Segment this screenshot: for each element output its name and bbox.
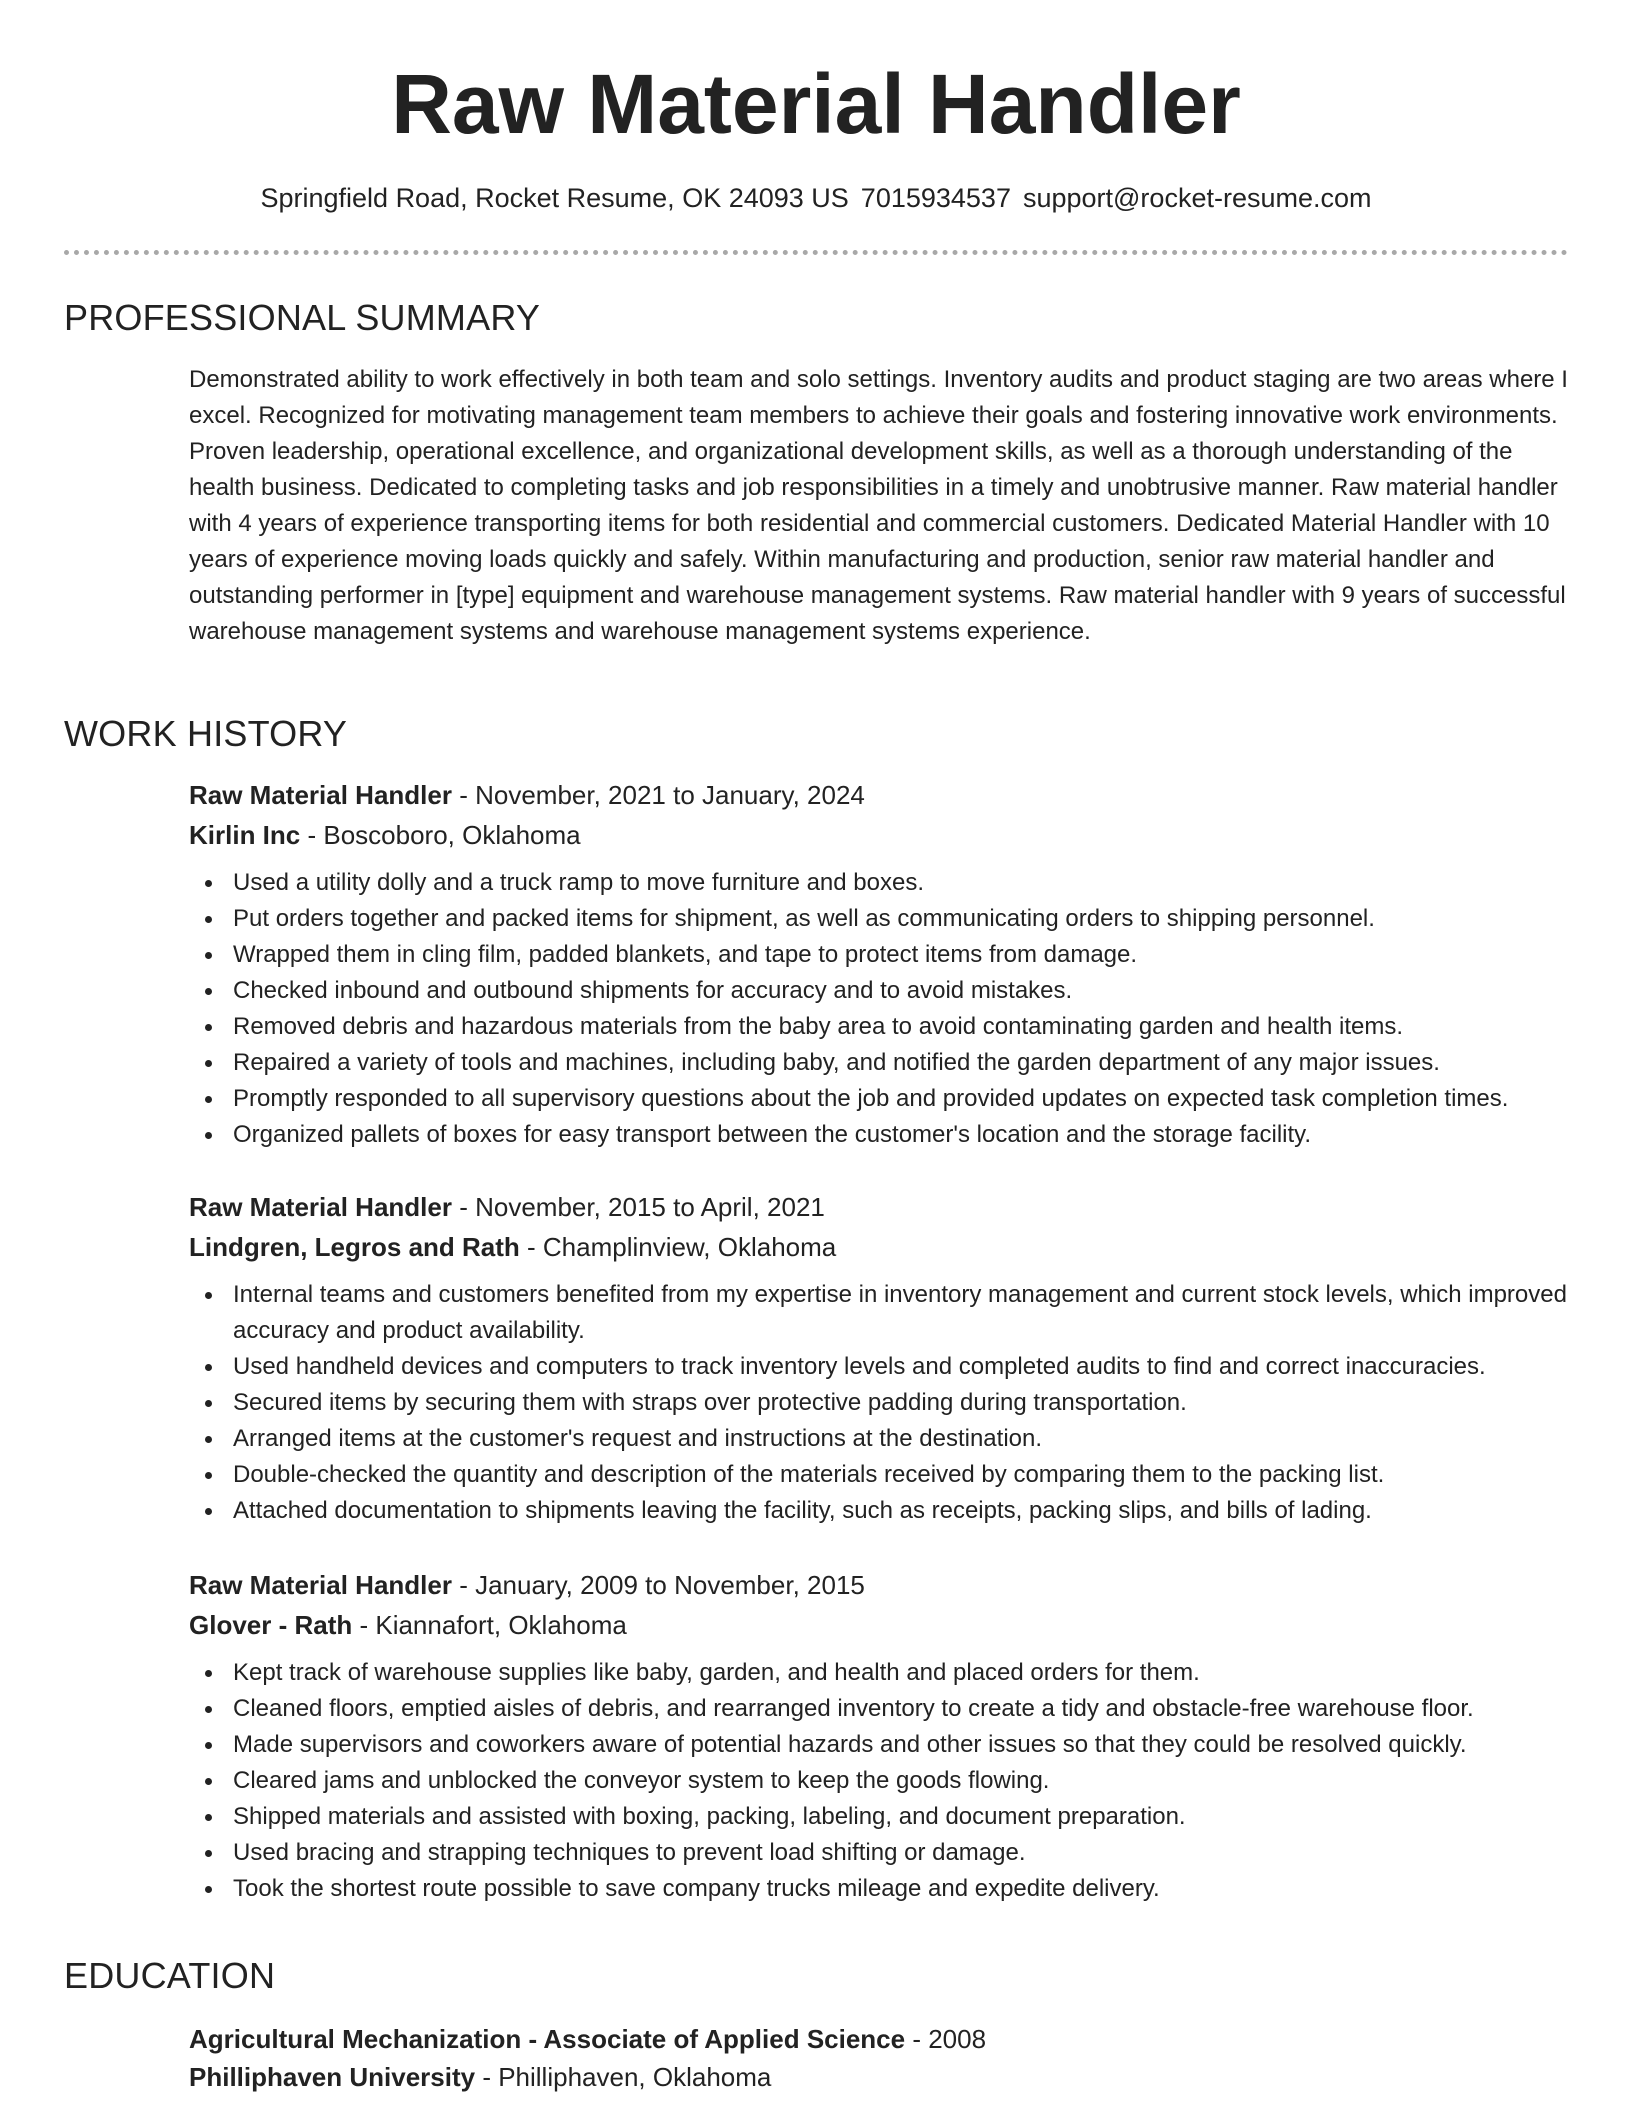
- contact-address: Springfield Road, Rocket Resume, OK 24093 US: [260, 183, 849, 213]
- contact-phone: 7015934537: [860, 183, 1011, 213]
- job-entry: [189, 775, 1579, 1153]
- job-dates: - November, 2015 to April, 2021: [451, 1192, 825, 1222]
- education-school: Philliphaven University: [189, 2062, 476, 2092]
- job-bullet: Shipped materials and assisted with boxing, packing, labeling, and document preparation.: [233, 1799, 1579, 1835]
- job-company-line: [189, 1605, 1579, 1645]
- job-bullets: [189, 865, 1579, 1153]
- job-dates: - November, 2021 to January, 2024: [451, 780, 865, 810]
- job-bullet: Attached documentation to shipments leaving the facility, such as receipts, packing slips, and bills of lading.: [233, 1493, 1579, 1529]
- job-bullet: Secured items by securing them with straps over protective padding during transportation.: [233, 1385, 1579, 1421]
- summary-text: Demonstrated ability to work effectively in both team and solo settings. Inventory audits and product staging are two areas where I excel. Recognized for motivating management team members to achieve their goals and fostering innovative work environments. Proven leadership, operational excellence, and organizational development skills, as well as a thorough understanding of the health business. Dedicated to completing tasks and job responsibilities in a timely and unobtrusive manner. Raw material handler with 4 years of experience transporting items for both residential and commercial customers. Dedicated Material Handler with 10 years of experience moving loads quickly and safely. Within manufacturing and production, senior raw material handler and outstanding performer in [type] equipment and warehouse management systems. Raw material handler with 9 years of successful warehouse management systems and warehouse management systems experience.: [189, 366, 1568, 645]
- job-bullet: Made supervisors and coworkers aware of potential hazards and other issues so that they could be resolved quickly.: [233, 1727, 1579, 1763]
- job-bullets: [189, 1277, 1579, 1529]
- job-bullet: Used bracing and strapping techniques to prevent load shifting or damage.: [233, 1835, 1579, 1871]
- job-entry: [189, 1565, 1579, 1907]
- education-location: - Philliphaven, Oklahoma: [475, 2062, 772, 2092]
- summary-block: [189, 362, 1569, 650]
- job-title-line: [189, 775, 1579, 815]
- resume-header: [0, 52, 1632, 156]
- job-location: - Champlinview, Oklahoma: [519, 1232, 837, 1262]
- job-company-line: [189, 1227, 1579, 1267]
- job-company: Kirlin Inc: [189, 820, 301, 850]
- job-bullet: Arranged items at the customer's request and instructions at the destination.: [233, 1421, 1579, 1457]
- job-dates: - January, 2009 to November, 2015: [451, 1570, 865, 1600]
- candidate-name: Raw Material Handler: [391, 57, 1241, 151]
- job-bullet: Cleaned floors, emptied aisles of debris, and rearranged inventory to create a tidy and obstacle-free warehouse floor.: [233, 1691, 1579, 1727]
- job-bullet: Repaired a variety of tools and machines, including baby, and notified the garden department of any major issues.: [233, 1045, 1579, 1081]
- job-company: Lindgren, Legros and Rath: [189, 1232, 520, 1262]
- header-divider: [64, 250, 1568, 255]
- job-bullet: Wrapped them in cling film, padded blankets, and tape to protect items from damage.: [233, 937, 1579, 973]
- job-bullet: Checked inbound and outbound shipments for accuracy and to avoid mistakes.: [233, 973, 1579, 1009]
- job-title: Raw Material Handler: [189, 1192, 452, 1222]
- education-year: - 2008: [905, 2024, 987, 2054]
- job-bullet: Took the shortest route possible to save company trucks mileage and expedite delivery.: [233, 1871, 1579, 1907]
- job-title: Raw Material Handler: [189, 780, 452, 810]
- section-title-education: EDUCATION: [64, 1955, 276, 1996]
- education-entry: [189, 2020, 1579, 2096]
- section-title-work: WORK HISTORY: [64, 713, 348, 754]
- section-title-summary: PROFESSIONAL SUMMARY: [64, 297, 541, 338]
- job-bullet: Kept track of warehouse supplies like baby, garden, and health and placed orders for them.: [233, 1655, 1579, 1691]
- job-location: - Kiannafort, Oklahoma: [352, 1610, 627, 1640]
- job-bullet: Cleared jams and unblocked the conveyor system to keep the goods flowing.: [233, 1763, 1579, 1799]
- education-degree-line: [189, 2020, 1579, 2058]
- job-bullet: Double-checked the quantity and description of the materials received by comparing them to the packing list.: [233, 1457, 1579, 1493]
- job-title-line: [189, 1187, 1579, 1227]
- job-bullet: Internal teams and customers benefited from my expertise in inventory management and current stock levels, which improved accuracy and product availability.: [233, 1277, 1579, 1349]
- contact-line: [0, 180, 1632, 216]
- job-title-line: [189, 1565, 1579, 1605]
- job-bullet: Put orders together and packed items for shipment, as well as communicating orders to shipping personnel.: [233, 901, 1579, 937]
- job-title: Raw Material Handler: [189, 1570, 452, 1600]
- job-bullet: Used handheld devices and computers to track inventory levels and completed audits to find and correct inaccuracies.: [233, 1349, 1579, 1385]
- education-degree: Agricultural Mechanization - Associate of Applied Science: [189, 2024, 906, 2054]
- job-bullet: Organized pallets of boxes for easy transport between the customer's location and the storage facility.: [233, 1117, 1579, 1153]
- job-bullets: [189, 1655, 1579, 1907]
- job-company-line: [189, 815, 1579, 855]
- contact-email: support@rocket-resume.com: [1022, 183, 1372, 213]
- job-entry: [189, 1187, 1579, 1529]
- job-bullet: Used a utility dolly and a truck ramp to move furniture and boxes.: [233, 865, 1579, 901]
- education-school-line: [189, 2058, 1579, 2096]
- job-company: Glover - Rath: [189, 1610, 353, 1640]
- job-bullet: Promptly responded to all supervisory questions about the job and provided updates on expected task completion times.: [233, 1081, 1579, 1117]
- job-location: - Boscoboro, Oklahoma: [300, 820, 581, 850]
- job-bullet: Removed debris and hazardous materials from the baby area to avoid contaminating garden and health items.: [233, 1009, 1579, 1045]
